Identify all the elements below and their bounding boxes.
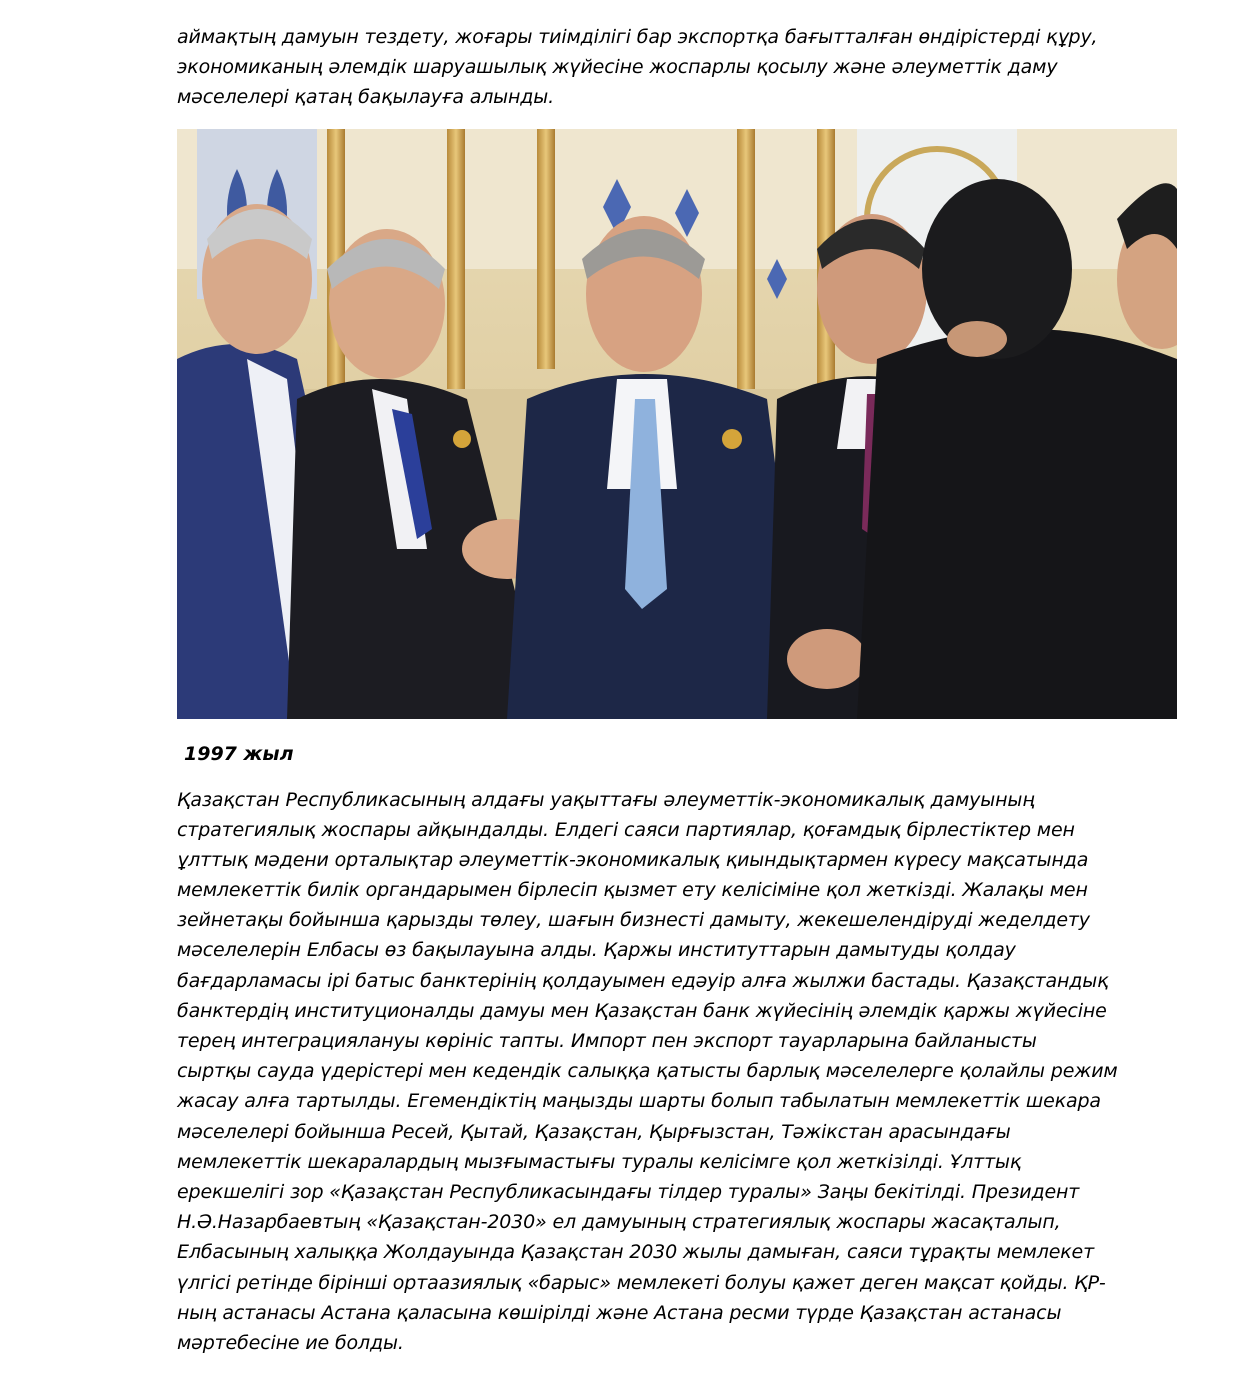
body-line: ерекшелігі зор «Қазақстан Республикасындағы тілдер туралы» Заңы бекітілді. Президент <box>177 1181 1080 1203</box>
body-line: ның астанасы Астана қаласына көшірілді және Астана ресми түрде Қазақстан астанасы <box>177 1302 1062 1324</box>
body-line: мәртебесіне ие болды. <box>177 1332 404 1354</box>
body-line: зейнетақы бойынша қарызды төлеу, шағын бизнесті дамыту, жекешелендіруді жеделдету <box>177 909 1090 931</box>
body-line: үлгісі ретінде бірінші ортаазиялық «барыс» мемлекеті болуы қажет деген мақсат қойды. ҚР- <box>177 1272 1106 1294</box>
body-line: стратегиялық жоспары айқындалды. Елдегі саяси партиялар, қоғамдық бірлестіктер мен <box>177 819 1075 841</box>
body-line: мәселелерін Елбасы өз бақылауына алды. Қаржы институттарын дамытуды қолдау <box>177 939 1016 961</box>
body-line: терең интеграциялануы көрініс тапты. Импорт пен экспорт тауарларына байланысты <box>177 1030 1037 1052</box>
body-line: ұлттық мәдени орталықтар әлеуметтік-экономикалық қиындықтармен күресу мақсатында <box>177 849 1089 871</box>
body-line: бағдарламасы ірі батыс банктерінің қолдауымен едәуір алға жылжи бастады. Қазақстандық <box>177 970 1109 992</box>
intro-line: аймақтың дамуын тездету, жоғары тиімділігі бар экспортқа бағытталған өндірістерді құру, <box>177 26 1098 48</box>
body-line: мемлекеттік билік органдарымен бірлесіп қызмет ету келісіміне қол жеткізді. Жалақы мен <box>177 879 1088 901</box>
leaders-photo <box>177 129 1177 719</box>
body-line: Н.Ә.Назарбаевтың «Қазақстан-2030» ел дамуының стратегиялық жоспары жасақталып, <box>177 1211 1061 1233</box>
body-line: мәселелері бойынша Ресей, Қытай, Қазақстан, Қырғызстан, Тәжікстан арасындағы <box>177 1121 1011 1143</box>
intro-line: экономиканың әлемдік шаруашылық жүйесіне жоспарлы қосылу және әлеуметтік даму <box>177 56 1058 78</box>
intro-line: мәселелері қатаң бақылауға алынды. <box>177 86 555 108</box>
body-line: Қазақстан Республикасының алдағы уақыттағы әлеуметтік-экономикалық дамуының <box>177 789 1035 811</box>
body-line: сыртқы сауда үдерістері мен кедендік салыққа қатысты барлық мәселелерге қолайлы режим <box>177 1060 1118 1082</box>
body-line: мемлекеттік шекаралардың мызғымастығы туралы келісімге қол жеткізілді. Ұлттық <box>177 1151 1022 1173</box>
body-line: жасау алға тартылды. Егемендіктің маңызды шарты болып табылатын мемлекеттік шекара <box>177 1090 1101 1112</box>
body-line: Елбасының халыққа Жолдауында Қазақстан 2030 жылы дамыған, саяси тұрақты мемлекет <box>177 1241 1095 1263</box>
body-line: банктердің институционалды дамуы мен Қазақстан банк жүйесінің әлемдік қаржы жүйесіне <box>177 1000 1107 1022</box>
section-heading: 1997 жыл <box>184 743 294 765</box>
